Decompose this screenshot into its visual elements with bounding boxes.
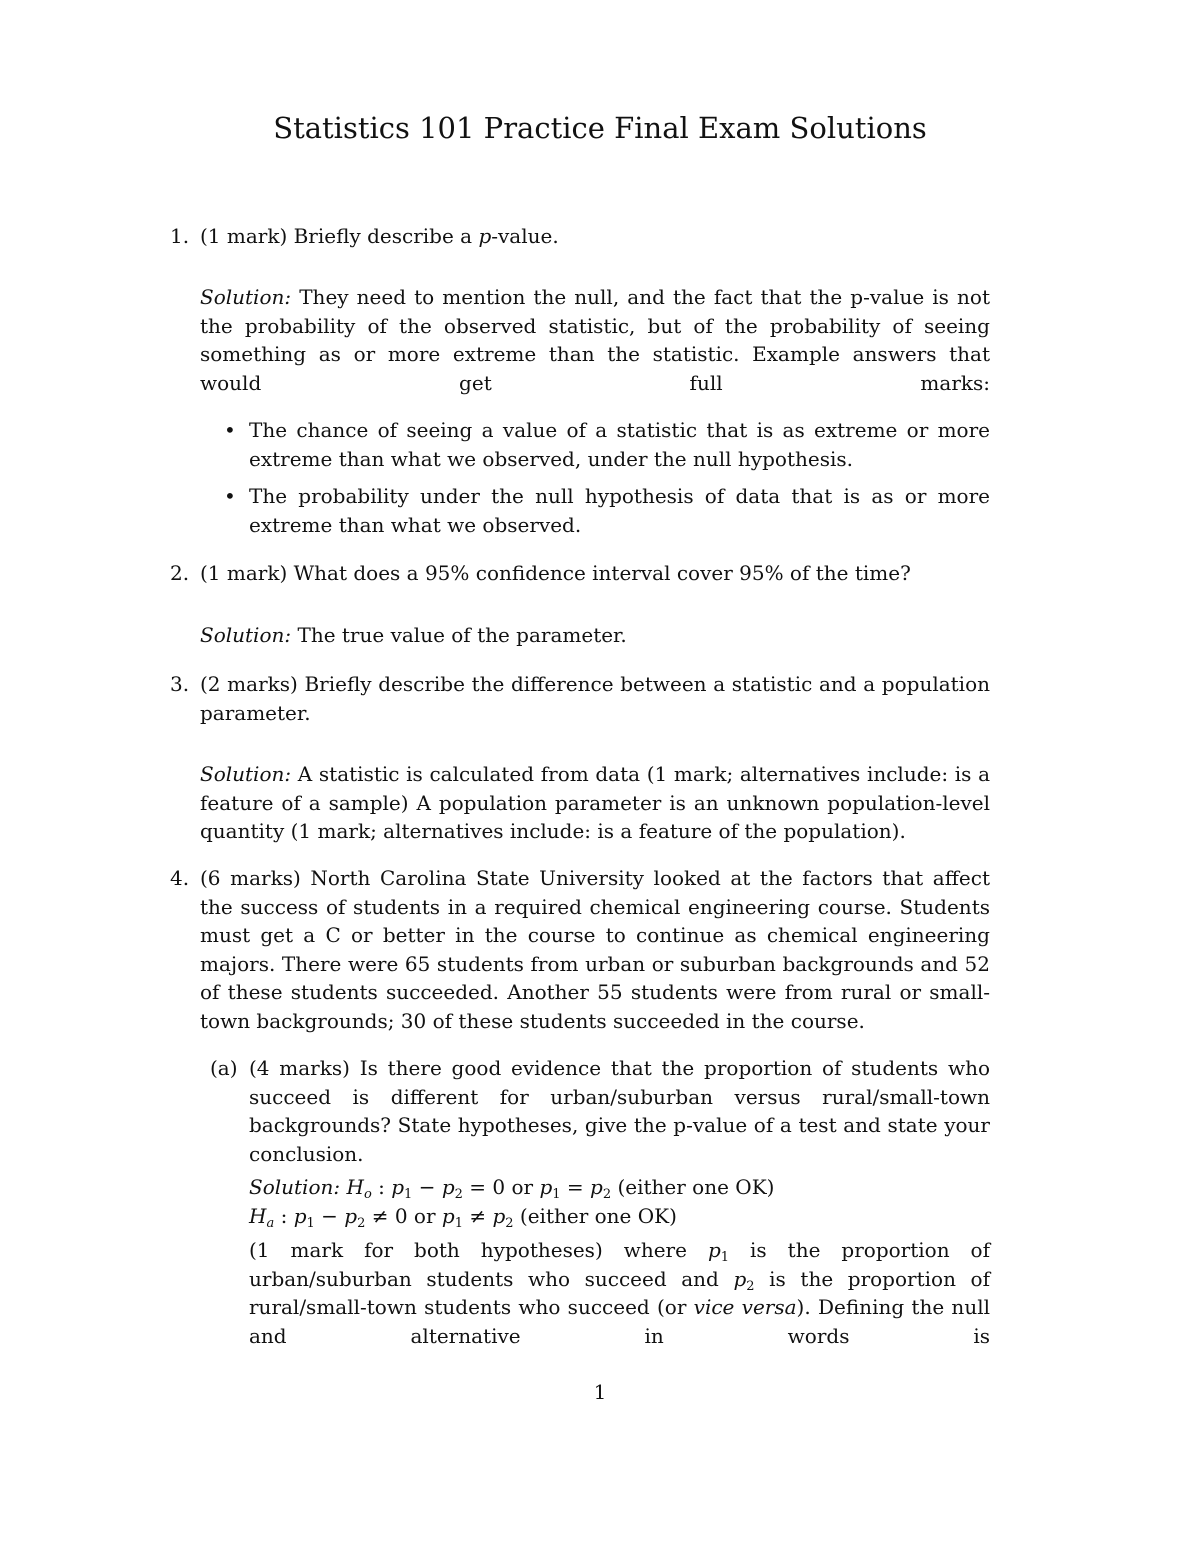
q1-bullet-1: The chance of seeing a value of a statistic that is as extreme or more extreme than what we observed, under the null hypothesis.: [249, 418, 990, 471]
bullet-icon: •: [224, 418, 236, 442]
q4-number: 4.: [170, 866, 190, 890]
page-title: Statistics 101 Practice Final Exam Solutions: [273, 111, 927, 145]
q1-bullet-2: The probability under the null hypothesis of data that is as or more extreme than what we observed.: [249, 484, 990, 537]
q2-prompt: (1 mark) What does a 95% confidence interval cover 95% of the time?: [200, 561, 911, 585]
q4a-null-hypothesis: Solution: $H_o$ : $p_1 - p_2 = 0$ or $p_1 = p_2$ (either one OK): [249, 1175, 775, 1202]
solution-label: Solution:: [249, 1175, 341, 1199]
q4a-alt-hypothesis: $H_a$ : $p_1 - p_2 \ne 0$ or $p_1 \ne p_2$ (either one OK): [249, 1204, 677, 1231]
bullet-icon: •: [224, 484, 236, 508]
solution-label: Solution:: [200, 285, 292, 309]
q3-solution: Solution: A statistic is calculated from data (1 mark; alternatives include: is a feature of a sample) A population parameter is an unknown population-level quantity (1 mark; alternatives include: is a feature of the population).: [200, 762, 990, 843]
q3-number: 3.: [170, 672, 190, 696]
q1-solution: Solution: They need to mention the null, and the fact that the p-value is not the probability of the observed statistic, but of the probability of seeing something as or more extreme than the statistic. Example answers that would get full marks:: [200, 285, 990, 395]
q4a-hypothesis-note: (1 mark for both hypotheses) where $p_1$ is the proportion of urban/suburban students who succeed and $p_2$ is the proportion of rural/small-town students who succeed (or vice versa). Defining the null and alternative in words is: [249, 1238, 991, 1348]
solution-label: Solution:: [200, 623, 292, 647]
page-number: 1: [593, 1380, 607, 1404]
q1-prompt: (1 mark) Briefly describe a p-value.: [200, 224, 559, 248]
q2-solution: Solution: The true value of the parameter.: [200, 623, 627, 647]
solution-label: Solution:: [200, 762, 292, 786]
q4a-prompt: (4 marks) Is there good evidence that the proportion of students who succeed is different for urban/suburban versus rural/small-town backgrounds? State hypotheses, give the p-value of a test and state your conclusion.: [249, 1056, 990, 1166]
q4a-label: (a): [210, 1056, 238, 1080]
q1-number: 1.: [170, 224, 190, 248]
q3-prompt: (2 marks) Briefly describe the difference between a statistic and a population parameter.: [200, 672, 990, 725]
q4-prompt: (6 marks) North Carolina State University looked at the factors that affect the success of students in a required chemical engineering course. Students must get a C or better in the course to continue as chemical engineering majors. There were 65 students from urban or suburban backgrounds and 52 of these students succeeded. Another 55 students were from rural or small-town backgrounds; 30 of these students succeeded in the course.: [200, 866, 990, 1033]
q2-number: 2.: [170, 561, 190, 585]
